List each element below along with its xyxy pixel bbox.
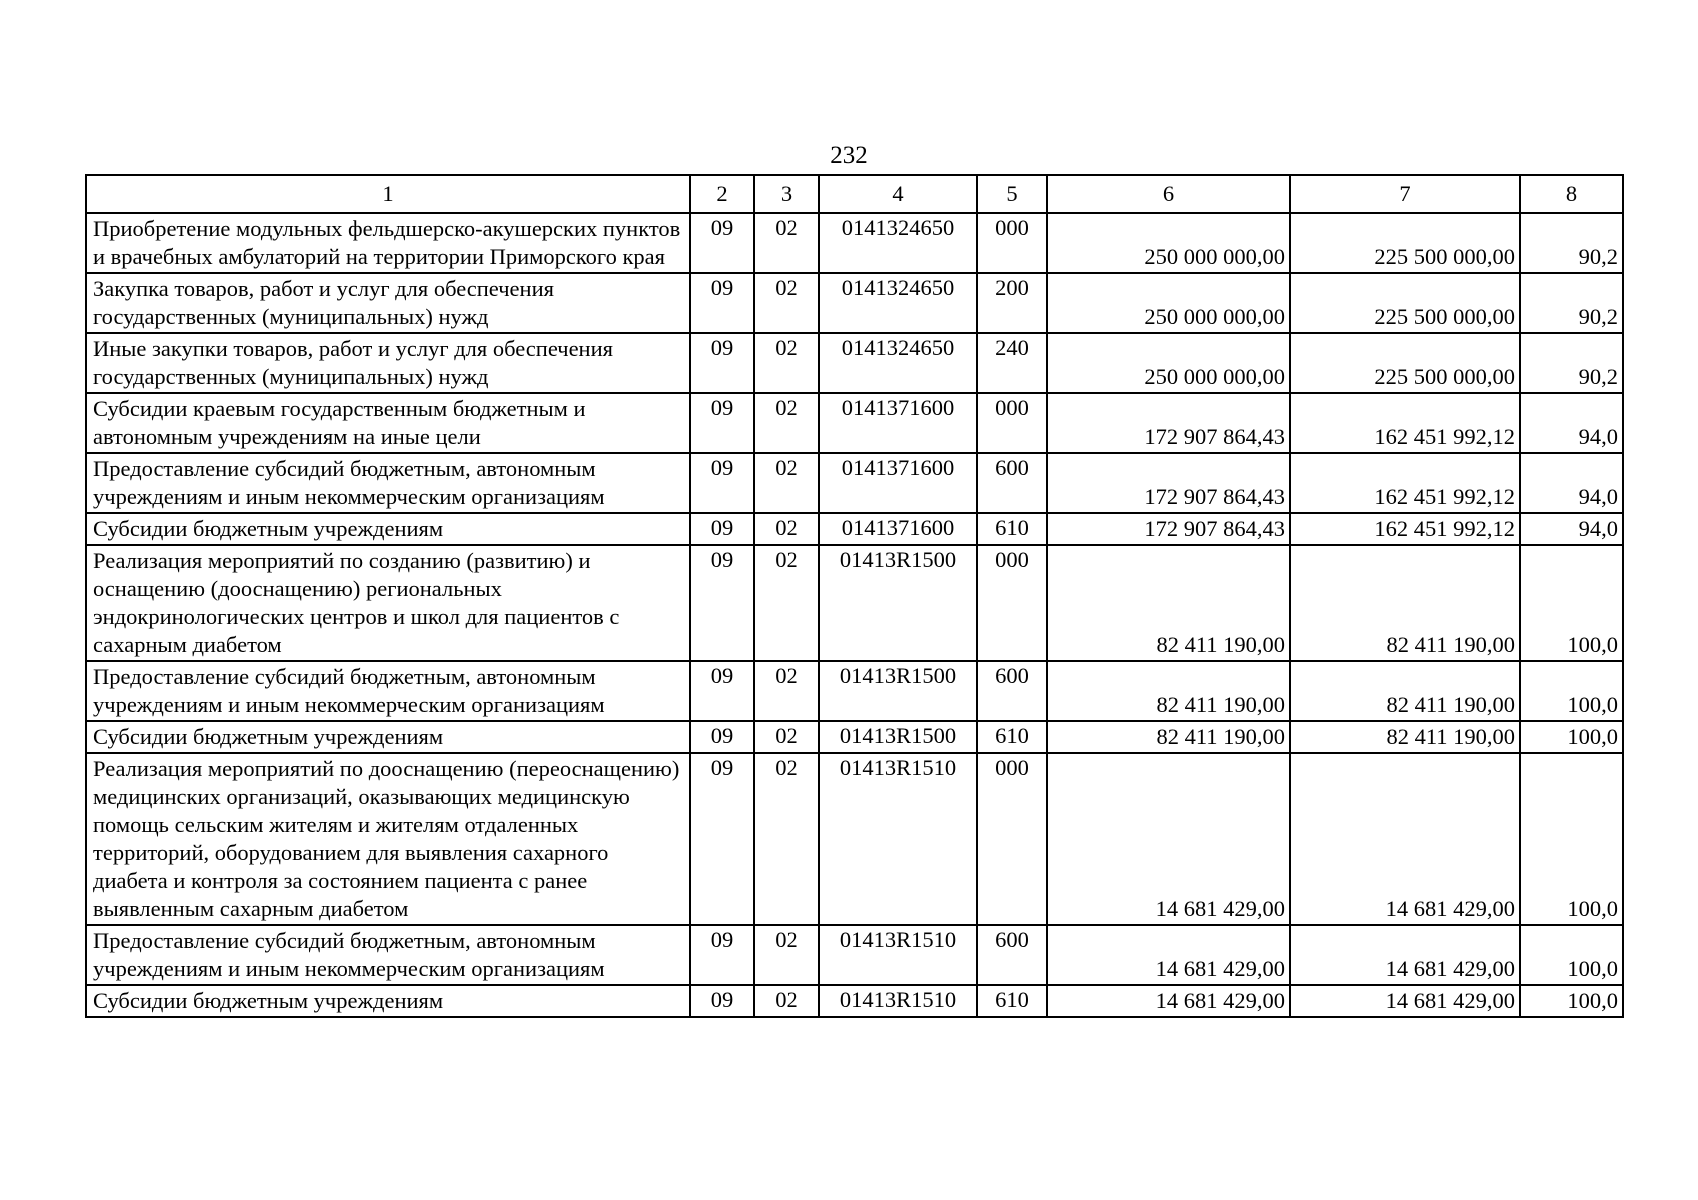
row-planned-amount: 14 681 429,00: [1047, 985, 1290, 1017]
row-section: 09: [690, 273, 754, 333]
row-executed-amount: 162 451 992,12: [1290, 513, 1520, 545]
row-target-article: 0141371600: [819, 393, 977, 453]
row-percent: 90,2: [1520, 273, 1623, 333]
row-expense-type: 610: [977, 513, 1047, 545]
row-planned-amount: 250 000 000,00: [1047, 213, 1290, 273]
row-target-article: 01413R1510: [819, 753, 977, 925]
table-row: [86, 453, 1623, 513]
row-planned-amount: 250 000 000,00: [1047, 273, 1290, 333]
row-expense-type: 000: [977, 393, 1047, 453]
row-executed-amount: 225 500 000,00: [1290, 273, 1520, 333]
table-row: [86, 661, 1623, 721]
row-executed-amount: 82 411 190,00: [1290, 721, 1520, 753]
row-percent: 94,0: [1520, 393, 1623, 453]
row-subsection: 02: [754, 545, 819, 661]
row-planned-amount: 250 000 000,00: [1047, 333, 1290, 393]
row-expense-type: 610: [977, 721, 1047, 753]
row-target-article: 01413R1500: [819, 545, 977, 661]
row-name: Субсидии бюджетным учреждениям: [86, 513, 690, 545]
row-section: 09: [690, 721, 754, 753]
row-executed-amount: 162 451 992,12: [1290, 393, 1520, 453]
table-row: [86, 333, 1623, 393]
row-section: 09: [690, 333, 754, 393]
page-number: 232: [830, 142, 868, 169]
row-expense-type: 600: [977, 661, 1047, 721]
row-name: Иные закупки товаров, работ и услуг для обеспечения государственных (муниципальных) нужд: [86, 333, 690, 393]
row-planned-amount: 172 907 864,43: [1047, 453, 1290, 513]
row-planned-amount: 172 907 864,43: [1047, 513, 1290, 545]
row-expense-type: 240: [977, 333, 1047, 393]
row-subsection: 02: [754, 393, 819, 453]
row-name: Приобретение модульных фельдшерско-акушерских пунктов и врачебных амбулаторий на территории Приморского края: [86, 213, 690, 273]
table-row: [86, 753, 1623, 925]
row-subsection: 02: [754, 453, 819, 513]
row-subsection: 02: [754, 333, 819, 393]
row-section: 09: [690, 985, 754, 1017]
row-percent: 90,2: [1520, 333, 1623, 393]
row-name: Субсидии бюджетным учреждениям: [86, 721, 690, 753]
table-row: [86, 721, 1623, 753]
row-percent: 94,0: [1520, 453, 1623, 513]
row-expense-type: 000: [977, 213, 1047, 273]
row-planned-amount: 82 411 190,00: [1047, 661, 1290, 721]
table-row: [86, 545, 1623, 661]
row-executed-amount: 14 681 429,00: [1290, 753, 1520, 925]
column-header-6: 6: [1047, 175, 1290, 213]
row-expense-type: 600: [977, 453, 1047, 513]
row-section: 09: [690, 661, 754, 721]
row-subsection: 02: [754, 513, 819, 545]
row-section: 09: [690, 753, 754, 925]
row-executed-amount: 14 681 429,00: [1290, 925, 1520, 985]
row-target-article: 01413R1510: [819, 985, 977, 1017]
row-subsection: 02: [754, 661, 819, 721]
row-percent: 100,0: [1520, 925, 1623, 985]
row-percent: 100,0: [1520, 721, 1623, 753]
row-expense-type: 000: [977, 753, 1047, 925]
row-subsection: 02: [754, 213, 819, 273]
column-header-1: 1: [86, 175, 690, 213]
row-expense-type: 610: [977, 985, 1047, 1017]
row-target-article: 01413R1510: [819, 925, 977, 985]
row-planned-amount: 172 907 864,43: [1047, 393, 1290, 453]
row-target-article: 01413R1500: [819, 721, 977, 753]
row-percent: 94,0: [1520, 513, 1623, 545]
row-subsection: 02: [754, 925, 819, 985]
table-row: [86, 925, 1623, 985]
row-expense-type: 600: [977, 925, 1047, 985]
row-name: Предоставление субсидий бюджетным, автономным учреждениям и иным некоммерческим организациям: [86, 661, 690, 721]
row-target-article: 0141371600: [819, 453, 977, 513]
row-section: 09: [690, 545, 754, 661]
row-name: Закупка товаров, работ и услуг для обеспечения государственных (муниципальных) нужд: [86, 273, 690, 333]
row-name: Субсидии бюджетным учреждениям: [86, 985, 690, 1017]
row-percent: 100,0: [1520, 545, 1623, 661]
row-executed-amount: 225 500 000,00: [1290, 213, 1520, 273]
row-name: Предоставление субсидий бюджетным, автономным учреждениям и иным некоммерческим организациям: [86, 925, 690, 985]
row-subsection: 02: [754, 273, 819, 333]
row-planned-amount: 14 681 429,00: [1047, 925, 1290, 985]
column-header-2: 2: [690, 175, 754, 213]
table-row: [86, 513, 1623, 545]
header-row: [86, 175, 1623, 213]
row-subsection: 02: [754, 753, 819, 925]
row-name: Субсидии краевым государственным бюджетным и автономным учреждениям на иные цели: [86, 393, 690, 453]
row-target-article: 01413R1500: [819, 661, 977, 721]
table-row: [86, 213, 1623, 273]
row-percent: 100,0: [1520, 985, 1623, 1017]
row-expense-type: 200: [977, 273, 1047, 333]
row-section: 09: [690, 453, 754, 513]
row-section: 09: [690, 925, 754, 985]
column-header-4: 4: [819, 175, 977, 213]
row-name: Реализация мероприятий по созданию (развитию) и оснащению (дооснащению) региональных эндокринологических центров и школ для пациентов с сахарным диабетом: [86, 545, 690, 661]
row-section: 09: [690, 393, 754, 453]
column-header-8: 8: [1520, 175, 1623, 213]
row-percent: 90,2: [1520, 213, 1623, 273]
row-expense-type: 000: [977, 545, 1047, 661]
row-percent: 100,0: [1520, 753, 1623, 925]
row-executed-amount: 162 451 992,12: [1290, 453, 1520, 513]
row-executed-amount: 82 411 190,00: [1290, 661, 1520, 721]
row-target-article: 0141324650: [819, 333, 977, 393]
column-header-5: 5: [977, 175, 1047, 213]
row-executed-amount: 225 500 000,00: [1290, 333, 1520, 393]
table-row: [86, 273, 1623, 333]
row-section: 09: [690, 213, 754, 273]
row-section: 09: [690, 513, 754, 545]
row-planned-amount: 82 411 190,00: [1047, 721, 1290, 753]
row-subsection: 02: [754, 985, 819, 1017]
column-header-3: 3: [754, 175, 819, 213]
row-percent: 100,0: [1520, 661, 1623, 721]
row-planned-amount: 82 411 190,00: [1047, 545, 1290, 661]
budget-table: [85, 174, 1624, 1018]
row-subsection: 02: [754, 721, 819, 753]
row-executed-amount: 14 681 429,00: [1290, 985, 1520, 1017]
row-target-article: 0141371600: [819, 513, 977, 545]
row-target-article: 0141324650: [819, 213, 977, 273]
row-name: Реализация мероприятий по дооснащению (переоснащению) медицинских организаций, оказывающих медицинскую помощь сельским жителям и жителям отдаленных территорий, оборудованием для выявления сахарного диабета и контроля за состоянием пациента с ранее выявленным сахарным диабетом: [86, 753, 690, 925]
table-row: [86, 985, 1623, 1017]
row-executed-amount: 82 411 190,00: [1290, 545, 1520, 661]
row-name: Предоставление субсидий бюджетным, автономным учреждениям и иным некоммерческим организациям: [86, 453, 690, 513]
column-header-7: 7: [1290, 175, 1520, 213]
row-target-article: 0141324650: [819, 273, 977, 333]
table-row: [86, 393, 1623, 453]
row-planned-amount: 14 681 429,00: [1047, 753, 1290, 925]
